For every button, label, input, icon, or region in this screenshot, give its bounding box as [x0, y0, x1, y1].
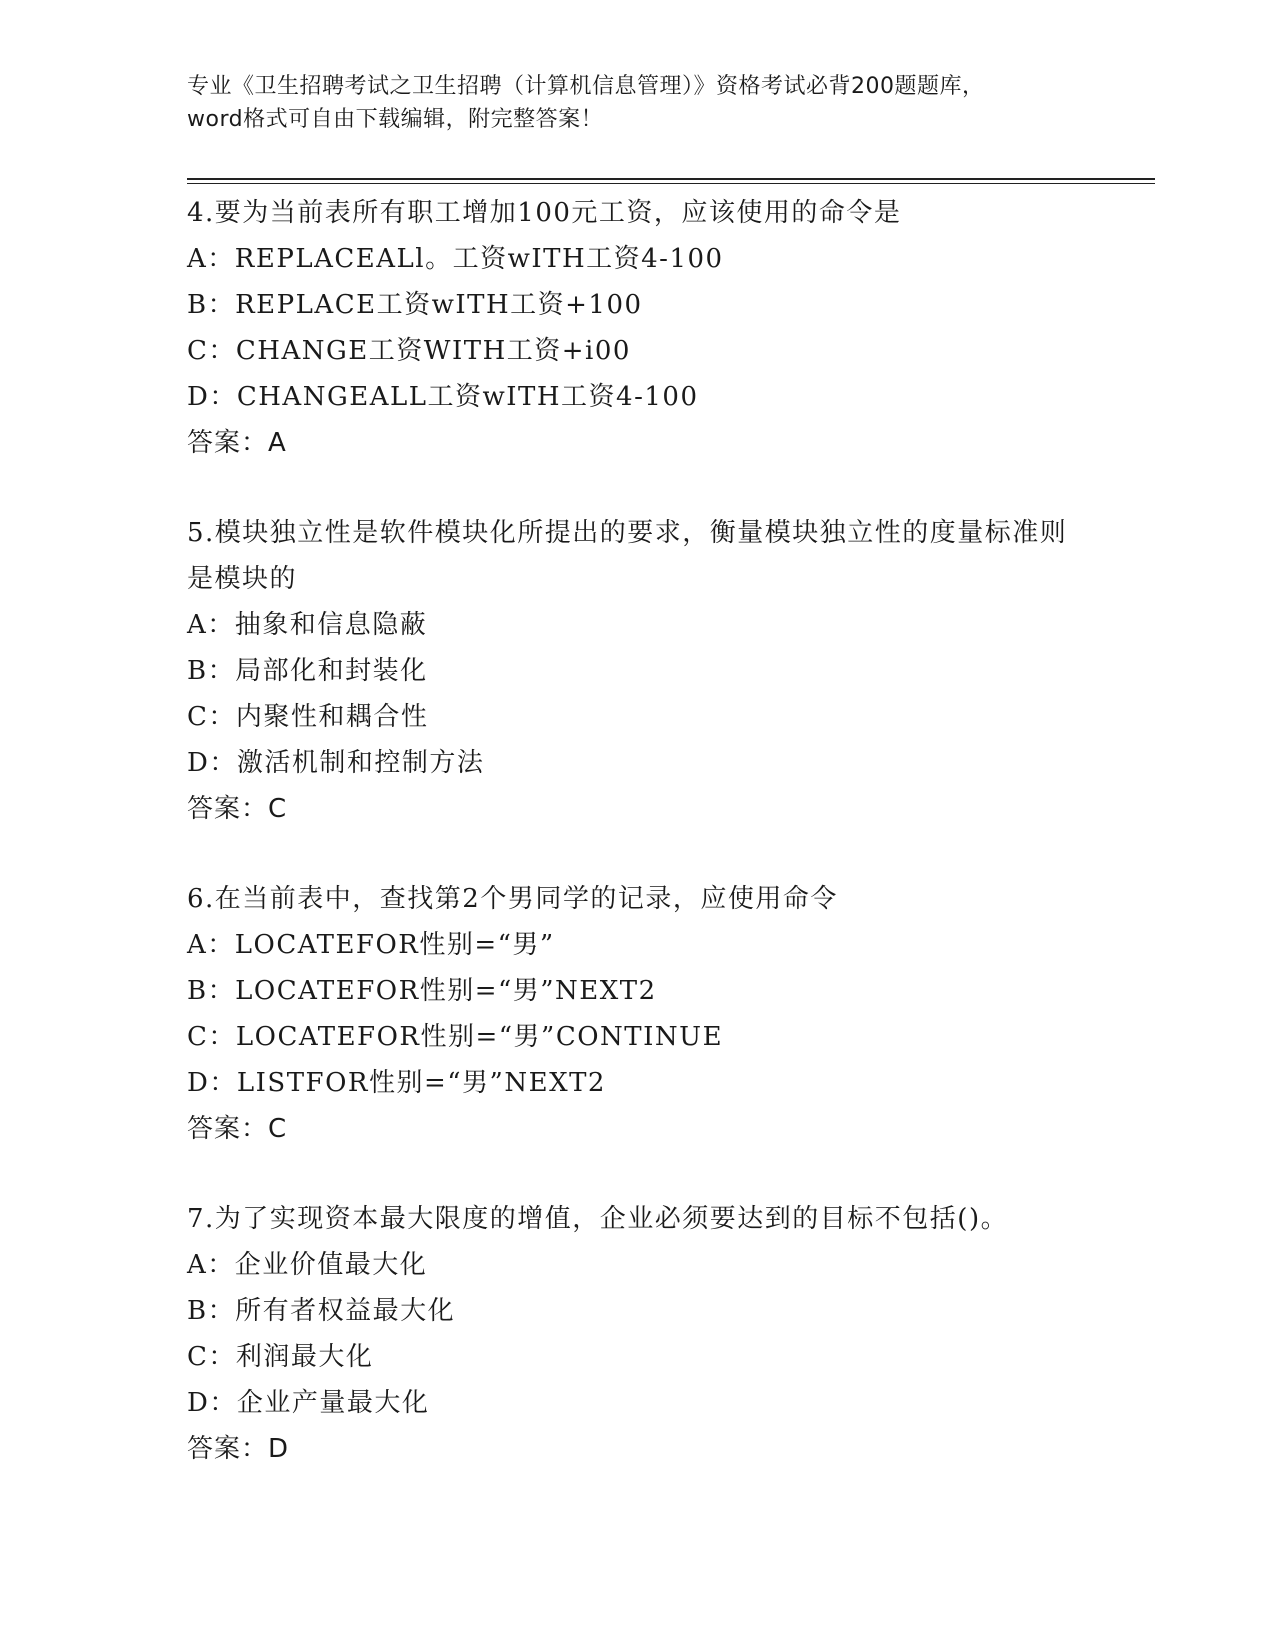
answer: 答案：C [187, 794, 288, 824]
option-a: A：LOCATEFOR性别=“男” [187, 930, 555, 960]
question-text: 6.在当前表中，查找第2个男同学的记录，应使用命令 [187, 884, 838, 914]
question-list [187, 190, 1087, 1516]
answer: 答案：C [187, 1114, 288, 1144]
header-divider-top [187, 178, 1155, 180]
document-header [187, 70, 1087, 136]
option-a: A：REPLACEALl。工资wITH工资4-100 [187, 244, 724, 274]
answer: 答案：A [187, 428, 287, 458]
header-line-2: word格式可自由下载编辑，附完整答案！ [187, 107, 604, 132]
question-6 [187, 876, 1087, 1152]
option-c: C：CHANGE工资WITH工资+i00 [187, 336, 631, 366]
header-line-1: 专业《卫生招聘考试之卫生招聘（计算机信息管理）》资格考试必背200题题库， [187, 74, 985, 99]
header-divider-bottom [187, 183, 1155, 184]
option-c: C：LOCATEFOR性别=“男”CONTINUE [187, 1022, 724, 1052]
option-b: B：LOCATEFOR性别=“男”NEXT2 [187, 976, 657, 1006]
option-c: C：内聚性和耦合性 [187, 702, 429, 732]
option-d: D：LISTFOR性别=“男”NEXT2 [187, 1068, 606, 1098]
option-b: B：所有者权益最大化 [187, 1296, 456, 1326]
question-4 [187, 190, 1087, 466]
option-b: B：局部化和封装化 [187, 656, 428, 686]
option-d: D：企业产量最大化 [187, 1388, 430, 1418]
option-b: B：REPLACE工资wITH工资+100 [187, 290, 643, 320]
question-text: 7.为了实现资本最大限度的增值，企业必须要达到的目标不包括()。 [187, 1204, 1009, 1234]
question-5 [187, 510, 1087, 832]
option-c: C：利润最大化 [187, 1342, 374, 1372]
option-d: D：CHANGEALL工资wITH工资4-100 [187, 382, 699, 412]
option-d: D：激活机制和控制方法 [187, 748, 485, 778]
question-7 [187, 1196, 1087, 1472]
option-a: A：抽象和信息隐蔽 [187, 610, 428, 640]
question-text: 4.要为当前表所有职工增加100元工资，应该使用的命令是 [187, 198, 902, 228]
option-a: A：企业价值最大化 [187, 1250, 428, 1280]
question-text: 5.模块独立性是软件模块化所提出的要求，衡量模块独立性的度量标准则是模块的 [187, 518, 1068, 594]
answer: 答案：D [187, 1434, 290, 1464]
